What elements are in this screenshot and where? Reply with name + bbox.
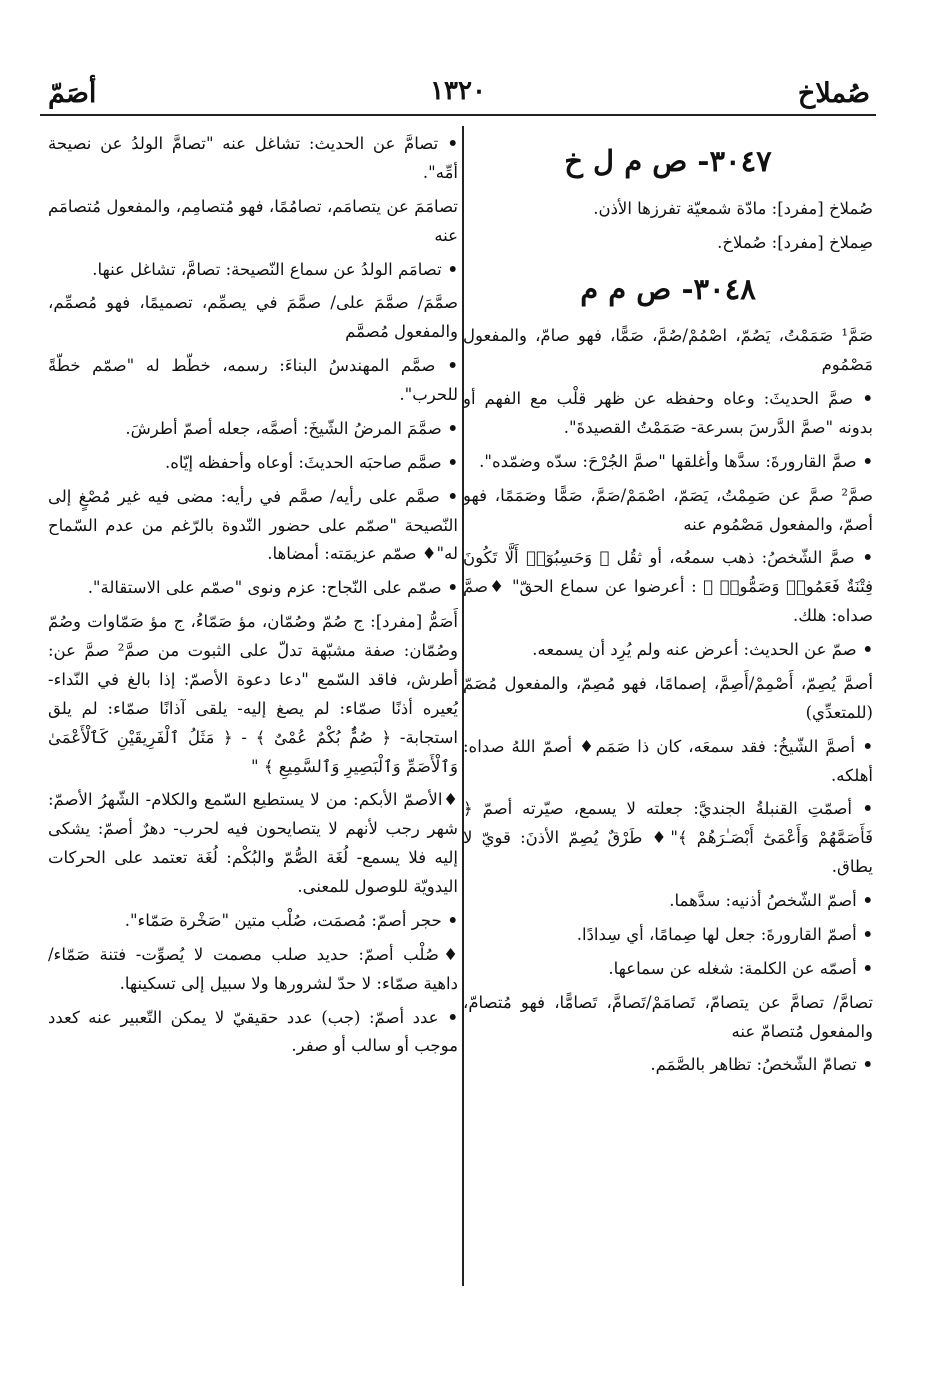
definition-item: • تصامَم الولدُ عن سماع النّصيحة: تصامَّ، تشاغل عنها. <box>48 256 458 285</box>
definition-item: • عدد أصمّ: (جب) عدد حقيقيّ لا يمكن التّعبير عنه كعدد موجب أو سالب أو صفر. <box>48 1004 458 1062</box>
entry-paragraph: صمَّمَ/ صمَّمَ على/ صمَّمَ في يصمِّم، تصميمًا، فهو مُصمِّم، والمفعول مُصمَّم <box>48 293 458 342</box>
entry-paragraph: صِملاخ [مفرد]: صُملاخ. <box>717 232 873 252</box>
definition-item: • أصمَّ الشّيخُ: فقد سمعَه، كان ذا صَمَم♦ أصمّ اللهُ صداه: أهلكه. <box>463 733 873 791</box>
definition-item: • صمَّم صاحبَه الحديثَ: أوعاه وأحفظه إيّاه. <box>48 449 458 478</box>
entry-paragraph: ♦صُلْب أصمّ: حديد صلب مصمت لا يُصوِّت- فتنة صَمّاء/ داهية صمّاء: لا حدّ لشرورها ولا سبيل إلى تسكينها. <box>48 944 458 993</box>
definition-item: • صمَّمَ المرضُ الشّيخَ: أصمَّه، جعله أصمّ أطرشَ. <box>48 415 458 444</box>
entry-paragraph: ♦الأصمّ الأبكم: من لا يستطيع السّمع والكلام- الشّهرُ الأصمّ: شهر رجب لأنهم لا يتصايحون فيه لحرب- دهرٌ أصمّ: يشكى إليه فلا يسمع- لُغَة الصُّمّ والبُكْم: لُغَة تعتمد على الحركات اليدويّة للوصول للمعنى. <box>48 790 458 896</box>
header-first-entry: صُملاخ <box>797 78 870 109</box>
definition-item: • تصامّ الشّخصُ: تظاهر بالصَّمَم. <box>463 1051 873 1080</box>
page-number: ١٣٢٠ <box>430 76 486 106</box>
root-heading: ٣٠٤٧- ص م ل خ <box>564 144 772 178</box>
entry-paragraph: صمَّ² صمَّ عن صَمِمْتُ، يَصَمّ، اصْمَمْ/صَمَّ، صَمًّا وصَمَمًا، فهو أصمّ، والمفعول مَصْمُوم عنه <box>463 485 873 534</box>
left-column <box>48 130 458 1310</box>
definition-item: • حجر أصمّ: مُصمَت، صُلْب متين "صَخْرة صَمّاء". <box>48 907 458 936</box>
definition-item: • صمَّ القارورةَ: سدَّها وأغلقها "صمَّ الجُرْحَ: سدّه وضمّده". <box>463 448 873 477</box>
entry-paragraph: تصامَّ/ تصامَّ عن يتصامّ، تَصامَمْ/تَصامَّ، تَصامًّا، فهو مُتصامّ، والمفعول مُتصامّ عنه <box>463 992 873 1041</box>
entry-paragraph: أصمَّ يُصِمّ، أَصْمِمْ/أَصِمَّ، إصمامًا، فهو مُصِمّ، والمفعول مُصَمّ (للمتعدِّي) <box>463 673 873 722</box>
definition-item: • أصمّ القارورةَ: جعل لها صِمامًا، أي سِدادًا. <box>463 921 873 950</box>
entry-paragraph: أَصَمُّ [مفرد]: ج صُمّ وصُمّان، مؤ صَمّاءُ، ج مؤ صَمّاوات وصُمّ وصُمّان: صفة مشبّهة تدلّ على الثبوت من صمَّ² صمَّ عن: أطرش، فاقد السّمع "دعا دعوة الأصمّ: إذا بالغ في النّداء- يُعيره أذنًا صمّاء: لم يصغ إليه- يلقى آذانًا صمّاء: لم يلق استجابة- ﴿ صُمٌّۢ بُكْمٌ عُمْىٌ ﴾ - ﴿ مَثَلُ ٱلْفَرِيقَيْنِ كَٱلْأَعْمَىٰ وَٱلْأَصَمِّ وَٱلْبَصِيرِ وَٱلسَّمِيعِ ﴾ " <box>48 612 458 776</box>
definition-item: • أصمّ الشّخصُ أذنيه: سدَّهما. <box>463 887 873 916</box>
entry-paragraph: تصامَمَ عن يتصامَم، تصامُمًا، فهو مُتصامِم، والمفعول مُتصامَم عنه <box>48 196 458 245</box>
header-last-entry: أصَمّ <box>48 78 97 109</box>
root-heading: ٣٠٤٨- ص م م <box>580 271 756 306</box>
right-column <box>463 130 873 1310</box>
definition-item: • تصامَّ عن الحديث: تشاغل عنه "تصامَّ الولدُ عن نصيحة أمِّه". <box>48 130 458 188</box>
definition-item: • صمَّ الشّخصُ: ذهب سمعُه، أو ثقُل ﴿ وَحَسِبُوٓا۟ أَلَّا تَكُونَ فِتْنَةٌ فَعَمُوا۟ وَصَمُّوا۟ ﴾ : أعرضوا عن سماع الحقّ" ♦صمَّ صداه: هلك. <box>463 544 873 631</box>
definition-item: • صمّ عن الحديث: أعرض عنه ولم يُرِد أن يسمعه. <box>463 636 873 665</box>
definition-item: • صمَّم المهندسُ البناءَ: رسمه، خطّط له "صمّم خطّةً للحرب". <box>48 352 458 410</box>
definition-item: • صمَّ الحديثَ: وعاه وحفظه عن ظهر قلْب مع الفهم أو بدونه "صمَّ الدَّرسَ بسرعة- صَمَمْتُ القصيدةَ". <box>463 385 873 443</box>
entry-paragraph: صُملاخ [مفرد]: مادّة شمعيّة تفرزها الأذن. <box>593 198 873 218</box>
definition-item: • صمَّم على رأيه/ صمَّم في رأيه: مضى فيه غير مُصْغٍ إلى النّصيحة "صمّم على حضور النّدوة بالرّغم من عدم السّماح له"♦ صمّم عزيمَته: أمضاها. <box>48 483 458 570</box>
page-header <box>40 74 876 116</box>
definition-item: • صمّم على النّجاح: عزم ونوى "صمّم على الاستقالة". <box>48 574 458 603</box>
definition-item: • أصمّه عن الكلمة: شغله عن سماعها. <box>463 955 873 984</box>
definition-item: • أصمّتِ القنبلةُ الجنديَّ: جعلته لا يسمع، صيّرته أصمّ ﴿ فَأَصَمَّهُمْ وَأَعْمَىٰٓ أَبْصَـٰرَهُمْ ﴾"♦ طَرْقٌ يُصِمّ الأذنَ: قويّ لا يطاق. <box>463 795 873 882</box>
entry-paragraph: صَمَّ¹ صَمَمْتُ، يَصُمّ، اصْمُمْ/صُمَّ، صَمًّا، فهو صامّ، والمفعول مَصْمُوم <box>463 326 873 375</box>
